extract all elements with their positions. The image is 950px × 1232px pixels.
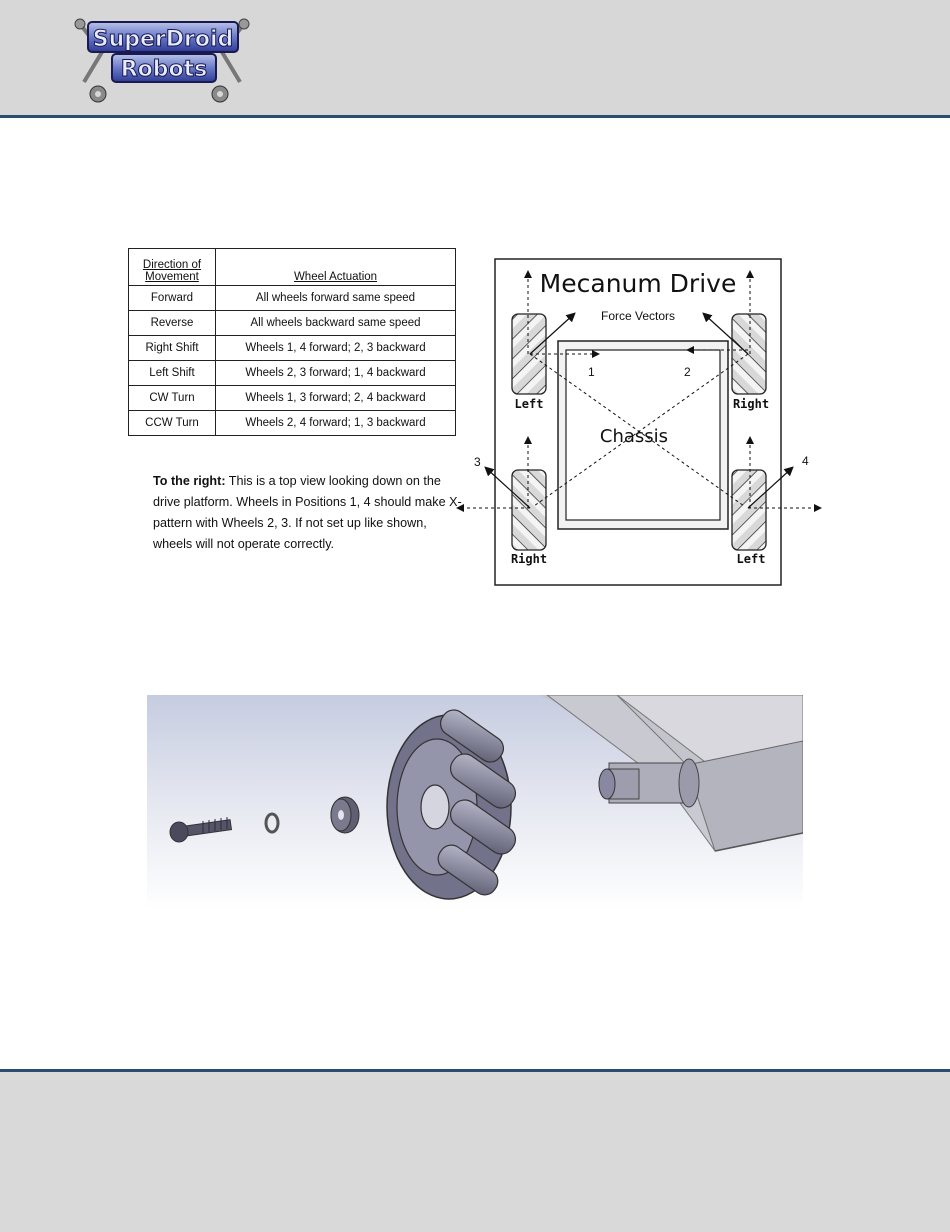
- wheel-assembly-illustration: [147, 695, 803, 910]
- cell-direction: CW Turn: [129, 386, 216, 411]
- table-header-row: [129, 249, 456, 286]
- orientation-note: [153, 471, 465, 555]
- page-header: [0, 0, 950, 118]
- logo-text-line1: SuperDroid: [92, 27, 234, 52]
- cell-direction: Reverse: [129, 311, 216, 336]
- logo-text-line2: Robots: [120, 57, 208, 82]
- diagram-title: Mecanum Drive: [539, 269, 737, 298]
- cell-actuation: Wheels 2, 4 forward; 1, 3 backward: [216, 411, 456, 436]
- header-direction-text: Direction of Movement: [142, 259, 202, 283]
- spacer: [331, 797, 359, 833]
- wheel-1: [512, 314, 546, 394]
- wheel-4: [732, 470, 766, 550]
- wheel-3: [512, 470, 546, 550]
- table-row: [129, 336, 456, 361]
- cell-direction: CCW Turn: [129, 411, 216, 436]
- wheel-2: [732, 314, 766, 394]
- wheel-label-bottom-right: Left: [736, 552, 766, 566]
- table-row: [129, 286, 456, 311]
- header-actuation-text: Wheel Actuation: [293, 271, 378, 283]
- header-actuation: [216, 249, 456, 286]
- wheel-number-4: 4: [802, 454, 809, 468]
- superdroid-robots-logo: [62, 12, 262, 104]
- gear-icon: [212, 86, 228, 102]
- cell-actuation: Wheels 1, 3 forward; 2, 4 backward: [216, 386, 456, 411]
- table-row: [129, 411, 456, 436]
- table-row: [129, 386, 456, 411]
- wheel-label-bottom-left: Right: [510, 552, 548, 566]
- movement-table: [128, 248, 456, 436]
- note-text: This is a top view looking down on the drive platform. Wheels in Positions 1, 4 should make X- pattern with Wheels 2, 3. If not set up like shown, wheels will not operate correctly.: [153, 474, 462, 551]
- cell-direction: Forward: [129, 286, 216, 311]
- cell-actuation: All wheels backward same speed: [216, 311, 456, 336]
- chassis-label: Chassis: [599, 426, 669, 447]
- cell-direction: Right Shift: [129, 336, 216, 361]
- cell-actuation: All wheels forward same speed: [216, 286, 456, 311]
- motor-shaft: [599, 759, 699, 807]
- wheel-label-top-right: Right: [732, 397, 770, 411]
- header-direction: [129, 249, 216, 286]
- note-lead: To the right:: [153, 474, 226, 488]
- table-row: [129, 361, 456, 386]
- wheel-number-1: 1: [588, 365, 595, 379]
- cell-direction: Left Shift: [129, 361, 216, 386]
- page-footer: [0, 1069, 950, 1232]
- mecanum-drive-diagram: [474, 258, 809, 586]
- wheel-number-2: 2: [684, 365, 691, 379]
- diagram-subtitle: Force Vectors: [600, 309, 676, 323]
- table-row: [129, 311, 456, 336]
- wheel-number-3: 3: [474, 455, 481, 469]
- cell-actuation: Wheels 2, 3 forward; 1, 4 backward: [216, 361, 456, 386]
- cell-actuation: Wheels 1, 4 forward; 2, 3 backward: [216, 336, 456, 361]
- gear-icon: [90, 86, 106, 102]
- wheel-label-top-left: Left: [514, 397, 544, 411]
